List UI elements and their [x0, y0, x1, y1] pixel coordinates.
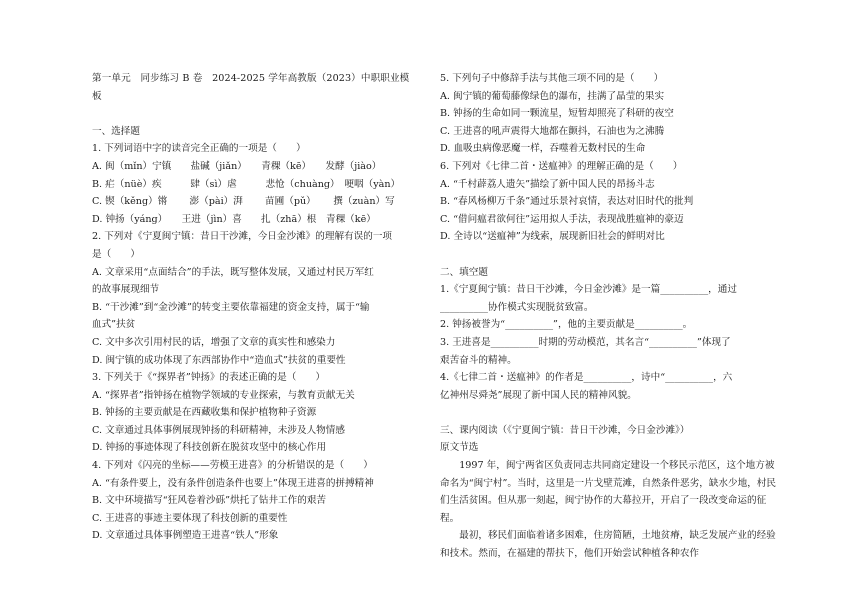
- spacer: [92, 105, 422, 123]
- text-line: A. “有条件要上，没有条件创造条件也要上”体现王进喜的拼搏精神: [92, 477, 374, 489]
- text-line: C. 文中多次引用村民的话，增强了文章的真实性和感染力: [92, 336, 336, 348]
- reading-paragraph-2: 最初，移民们面临着诸多困难，住房简陋，土地贫瘠，缺乏发展产业的经验和技术。然而，在福建的帮扶下，他们开始尝试种植各种农作: [440, 530, 776, 560]
- text-line: D. 文章通过具体事例塑造王进喜“铁人”形象: [92, 530, 279, 542]
- text-line: B. 钟扬的主要贡献是在西藏收集和保护植物种子资源: [92, 407, 317, 419]
- text-line: 5. 下列句子中修辞手法与其他三项不同的是（ ）: [440, 73, 664, 84]
- text-line: C. 王进喜的吼声震得大地都在颤抖，石油也为之沸腾: [440, 125, 665, 137]
- reading-paragraph-1: 1997 年，闽宁两省区负责同志共同商定建设一个移民示范区，这个地方被命名为“闽宁村”。当时，这里是一片戈壁荒滩，自然条件恶劣，缺水少地，村民们生活贫困。但从那一刻起，闽宁协作的大幕拉开，开启了一段改变命运的征程。: [440, 460, 776, 524]
- text-line: C. 王进喜的事迹主要体现了科技创新的重要性: [92, 512, 288, 524]
- text-line: C. 锲（kěng）锵 澎（pài）湃 苗圃（pǔ） 撰（zuàn）写: [92, 196, 395, 208]
- text-line: [440, 404, 776, 422]
- text-line: A. “探界者”指钟扬在植物学领域的专业探索，与教育贡献无关: [92, 389, 355, 401]
- text-line: 6. 下列对《七律二首・送瘟神》的理解正确的是（ ）: [440, 160, 683, 172]
- text-line: B. “干沙滩”到“金沙滩”的转变主要依靠福建的资金支持，属于“输: [92, 301, 370, 313]
- text-line: 2. 下列对《宁夏闽宁镇：昔日干沙滩，今日金沙滩》的理解有误的一项: [92, 231, 393, 243]
- text-line: C. “借问瘟君欲何往”运用拟人手法，表现战胜瘟神的豪迈: [440, 213, 684, 225]
- right-questions: [440, 70, 776, 457]
- text-line: [440, 246, 776, 264]
- text-line: A. 闽（mǐn）宁镇 盐碱（jiǎn） 青稞（kē） 发酵（jiào）: [92, 160, 382, 172]
- text-line: 1.《宁夏闽宁镇：昔日干沙滩，今日金沙滩》是一篇__________，通过: [440, 284, 737, 296]
- text-line: C. 文章通过具体事例展现钟扬的科研精神，未涉及人物情感: [92, 424, 345, 436]
- text-line: B. 疟（nüè）疾 肆（sì）虐 悲怆（chuàng） 哽咽（yàn）: [92, 178, 401, 190]
- text-line: 的故事展现细节: [92, 284, 160, 296]
- text-line: 一、选择题: [92, 125, 140, 137]
- text-line: B. 钟扬的生命如同一颗流星，短暂却照亮了科研的夜空: [440, 108, 674, 120]
- text-line: D. 全诗以“送瘟神”为线索，展现新旧社会的鲜明对比: [440, 231, 665, 243]
- text-line: D. 血吸虫病像恶魔一样，吞噬着无数村民的生命: [440, 143, 646, 155]
- text-line: 3. 王进喜是__________时期的劳动模范，其名言“__________”体现了: [440, 336, 731, 348]
- text-line: 1. 下列词语中字的读音完全正确的一项是（ ）: [92, 143, 306, 155]
- text-line: D. 闽宁镇的成功体现了东西部协作中“造血式”扶贫的重要性: [92, 354, 346, 366]
- text-line: D. 钟扬（yáng） 王进（jìn）喜 扎（zhā）根 青稞（kē）: [92, 213, 376, 225]
- text-line: B. “春风杨柳万千条”通过乐景衬哀情，表达对旧时代的批判: [440, 196, 694, 208]
- doc-title-line-1: 第一单元 同步练习 B 卷 2024-2025 学年高教版（2023）中职职业模: [92, 73, 410, 84]
- text-line: 艰苦奋斗的精神。: [440, 354, 517, 366]
- text-line: A. 闽宁镇的葡萄藤像绿色的瀑布，挂满了晶莹的果实: [440, 90, 665, 102]
- text-line: 3. 下列关于《“探界者”钟扬》的表述正确的是（ ）: [92, 372, 326, 384]
- text-line: 原文节选: [440, 442, 479, 454]
- text-line: B. 文中环境描写“狂风卷着沙砾”烘托了钻井工作的艰苦: [92, 495, 327, 507]
- text-line: A. “千村薜荔人遗矢”描绘了新中国人民的昂扬斗志: [440, 178, 655, 190]
- left-questions: [92, 123, 422, 545]
- text-line: 4.《七律二首・送瘟神》的作者是__________，诗中“__________，六: [440, 372, 733, 384]
- text-line: 是（ ）: [92, 248, 140, 260]
- text-line: D. 钟扬的事迹体现了科技创新在脱贫攻坚中的核心作用: [92, 442, 327, 454]
- text-line: 2. 钟扬被誉为“__________”，他的主要贡献是__________。: [440, 319, 693, 331]
- text-line: A. 文章采用“点面结合”的手法，既写整体发展，又通过村民万军红: [92, 266, 374, 278]
- right-column: [440, 70, 776, 563]
- left-column: [92, 70, 422, 545]
- text-line: 血式”扶贫: [92, 319, 136, 331]
- text-line: 三、课内阅读（《宁夏闽宁镇：昔日干沙滩，今日金沙滩》）: [440, 424, 690, 436]
- text-line: 亿神州尽舜尧”展现了新中国人民的精神风貌。: [440, 389, 637, 401]
- text-line: 4. 下列对《闪亮的坐标——劳模王进喜》的分析错误的是（ ）: [92, 460, 373, 472]
- text-line: 二、填空题: [440, 266, 488, 278]
- text-line: __________协作模式实现脱贫致富。: [440, 301, 594, 313]
- doc-title-line-2: 板: [92, 90, 102, 102]
